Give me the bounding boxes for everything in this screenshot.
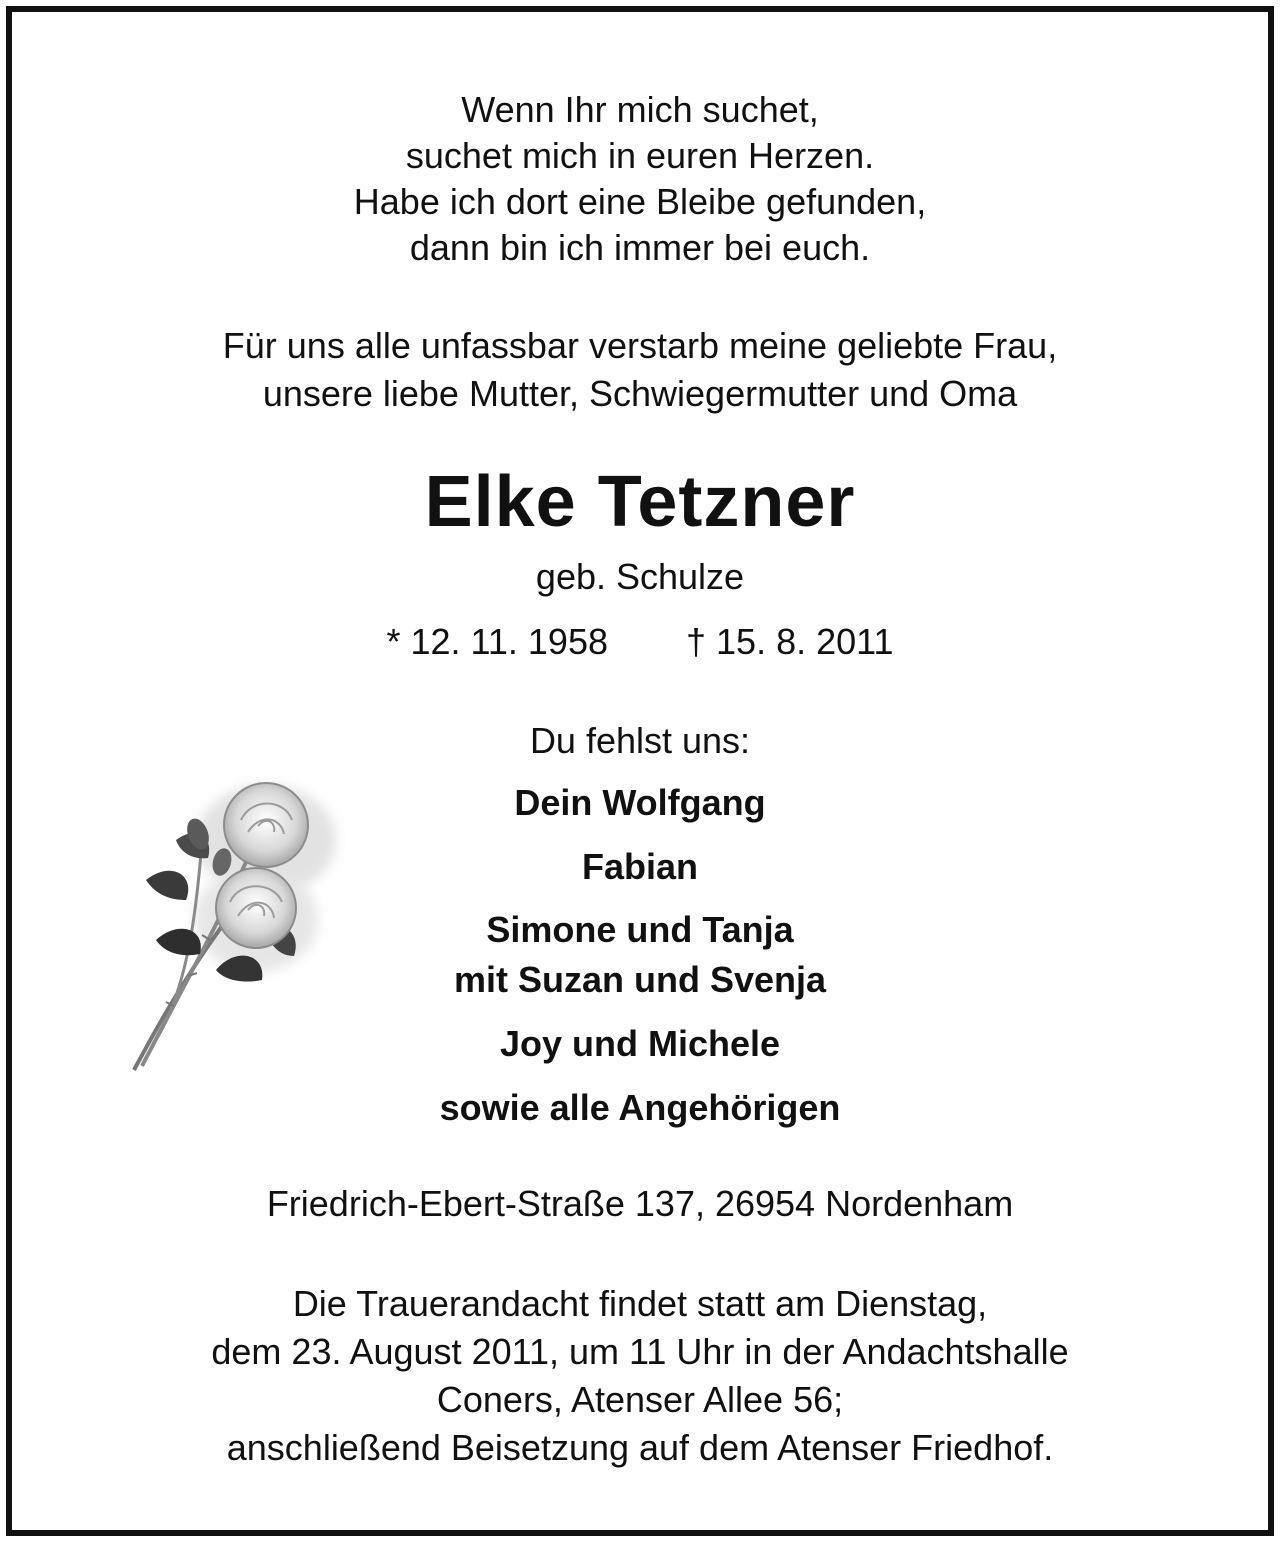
poem-line-2: suchet mich in euren Herzen. (405, 135, 875, 176)
mourner-2: Fabian (581, 846, 698, 887)
deceased-name: Elke Tetzner (424, 462, 856, 542)
mourner-6: sowie alle Angehörigen (439, 1087, 841, 1128)
poem-line-3: Habe ich dort eine Bleibe gefunden, (353, 181, 927, 222)
maiden-name: geb. Schulze (535, 556, 745, 597)
service-line-1: Die Trauerandacht findet statt am Dienstag, (292, 1283, 988, 1324)
service-line-3: Coners, Atenser Allee 56; (436, 1379, 844, 1420)
service-line-2: dem 23. August 2011, um 11 Uhr in der Andachtshalle (211, 1331, 1069, 1372)
mourner-3: Simone und Tanja (486, 909, 794, 950)
intro-line-2: unsere liebe Mutter, Schwiegermutter und Oma (262, 373, 1018, 414)
life-dates (12, 621, 1268, 662)
mourner-5: Joy und Michele (499, 1023, 781, 1064)
obituary-frame (6, 6, 1274, 1536)
death-date: † 15. 8. 2011 (686, 621, 894, 662)
intro-line-1: Für uns alle unfassbar verstarb meine geliebte Frau, (222, 325, 1058, 366)
missed-line: Du fehlst uns: (529, 720, 751, 761)
mourner-1: Dein Wolfgang (514, 782, 766, 823)
rose-icon (116, 770, 346, 1090)
poem-line-4: dann bin ich immer bei euch. (409, 227, 871, 268)
birth-date: * 12. 11. 1958 (386, 621, 608, 662)
service-line-4: anschließend Beisetzung auf dem Atenser Friedhof. (226, 1427, 1054, 1468)
address: Friedrich-Ebert-Straße 137, 26954 Nordenham (266, 1183, 1014, 1224)
mourner-4: mit Suzan und Svenja (453, 959, 827, 1000)
poem-line-1: Wenn Ihr mich suchet, (461, 89, 819, 130)
